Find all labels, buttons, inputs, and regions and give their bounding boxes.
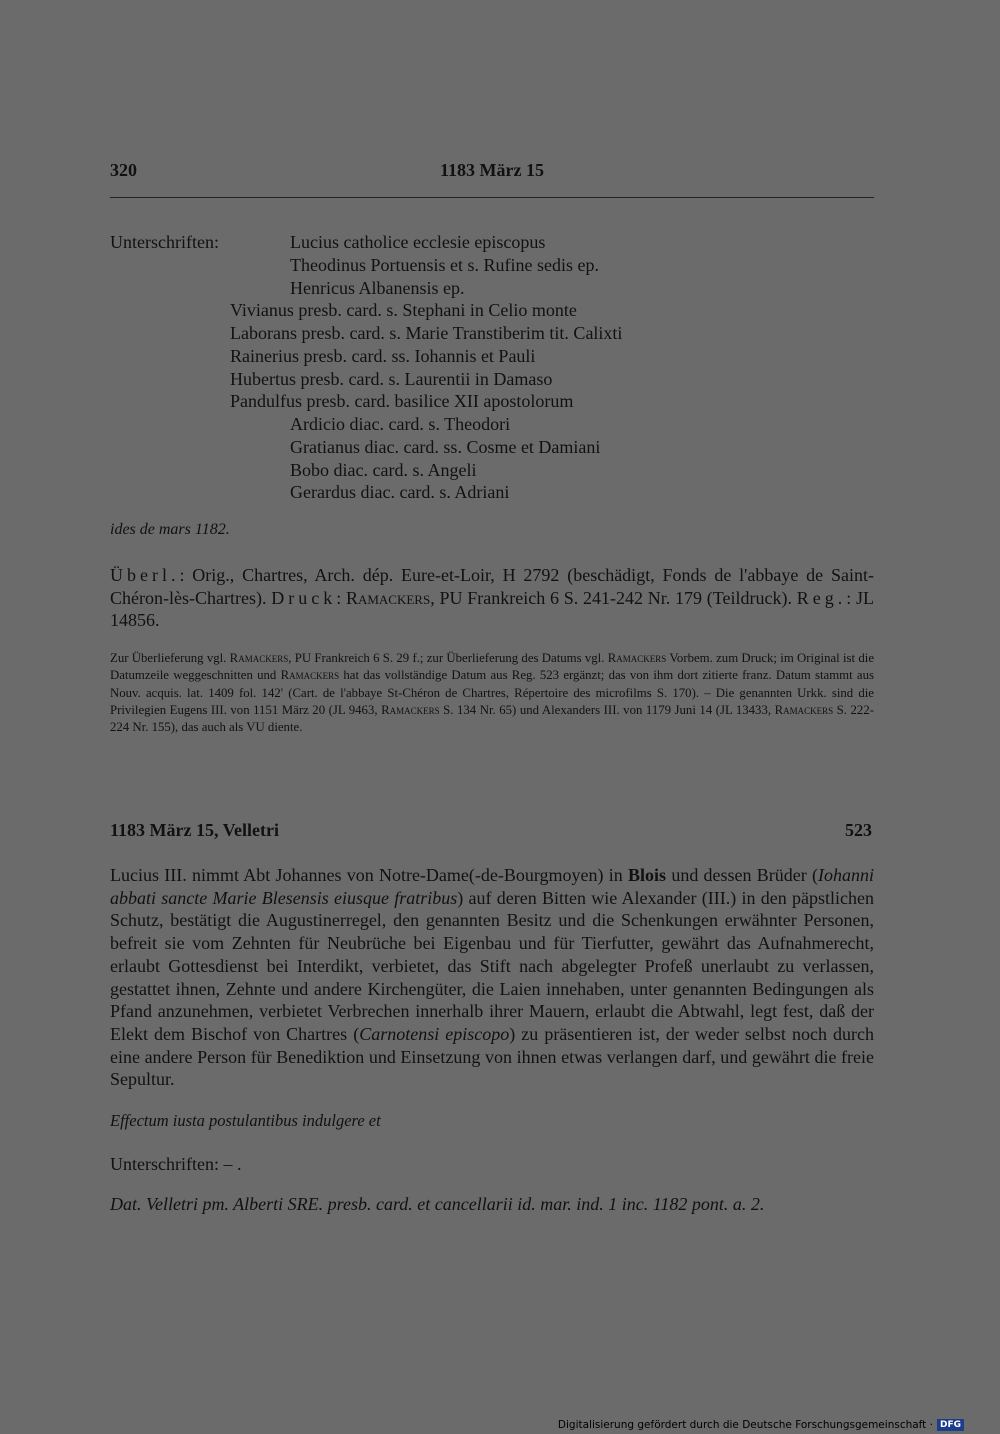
signatures-label: Unterschriften: [110,232,219,252]
signature-line: Rainerius presb. card. ss. Iohannis et Pauli [230,346,536,366]
place-name: Blois [628,865,667,885]
dfg-logo: DFG [937,1419,964,1431]
signatures-line: Unterschriften: – . [110,1154,242,1174]
signature-line: Bobo diac. card. s. Angeli [290,460,477,480]
date-line: ides de mars 1182. [110,521,230,538]
author-ref: Ramackers [607,651,667,665]
regest-paragraph: Lucius III. nimmt Abt Johannes von Notre-Dame(-de-Bourgmoyen) in Blois und dessen Brüder (Iohanni abbati sancte Marie Blesensis eiusque fratribus) auf deren Bitten wie Alexander (III.) in den päpstlichen Schutz, bestätigt die Augustinerregel, den genannten Besitz und die Schenkungen erwähnter Personen, befreit sie vom Zehnten für Neubrüche bei Eigenbau und für Tierfutter, gewährt das Aufnahmerecht, erlaubt Gottesdienst bei Interdikt, verbietet, das Stift nach abgelegter Profeß unerlaubt zu verlassen, gestattet ihnen, Zehnte und andere Kirchengüter, die Laien innehaben, unter genannten Bedingungen als Pfand anzunehmen, verbietet Verbrechen innerhalb ihrer Mauern, erlaubt die Abtwahl, legt fest, daß der Elekt dem Bischof von Chartres (Carnotensi episcopo) zu präsentieren ist, der weder selbst noch durch eine andere Person für Benediktion und Einsetzung von ihnen etwas verlangen darf, und gewährt die freie Sepultur. [110,865,875,1090]
signature-line: Gratianus diac. card. ss. Cosme et Damiani [290,437,601,457]
signature-line: Pandulfus presb. card. basilice XII apostolorum [230,391,574,411]
page-number: 320 [110,160,137,180]
signature-line: Theodinus Portuensis et s. Rufine sedis ep. [290,255,599,275]
commentary-note: Zur Überlieferung vgl. Ramackers, PU Frankreich 6 S. 29 f.; zur Überlieferung des Datums vgl. Ramackers Vorbem. zum Druck; im Original ist die Datumzeile weggeschnitten und Ramackers hat das vollständige Datum aus Reg. 523 ergänzt; das von ihm dort zitierte franz. Datum stammt aus Nouv. acquis. lat. 1409 fol. 142' (Cart. de l'abbaye St-Chéron de Chartres, Répertoire des microfilms S. 170). – Die genannten Urkk. sind die Privilegien Eugens III. von 1151 März 20 (JL 9463, Ramackers S. 134 Nr. 65) und Alexanders III. von 1179 Juni 14 (JL 13433, Ramackers S. 222-224 Nr. 155), das auch als VU diente. [110,651,875,735]
incipit: Effectum iusta postulantibus indulgere et [110,1111,381,1130]
author-ref: Ramackers [381,702,440,717]
author-ref: Ramackers [345,587,431,608]
druck-label: Druck [271,587,337,608]
ueberl-label: Überl. [110,565,180,585]
signature-line: Henricus Albanensis ep. [290,278,465,298]
dating-clause: Dat. Velletri pm. Alberti SRE. presb. card. et cancellarii id. mar. ind. 1 inc. 1182 pont. a. 2. [110,1194,765,1214]
signature-line: Gerardus diac. card. s. Adriani [290,482,510,502]
document-heading: 1183 März 15, Velletri [110,820,279,840]
document-number: 523 [845,820,872,840]
author-ref: Ramackers [229,651,289,665]
funding-text: Digitalisierung gefördert durch die Deutsche Forschungsgemeinschaft · [557,1419,933,1431]
signature-line: Laborans presb. card. s. Marie Transtiberim tit. Calixti [230,323,623,343]
transmission-paragraph: Überl.: Orig., Chartres, Arch. dép. Eure-et-Loir, H 2792 (beschädigt, Fonds de l'abbaye de Saint-Chéron-lès-Chartres). Druck: Ramackers, PU Frankreich 6 S. 241-242 Nr. 179 (Teildruck). Reg.: JL 14856. [110,565,874,631]
latin-quote: Iohanni abbati sancte Marie Blesensis eiusque fratribus [110,865,875,908]
author-ref: Ramackers [280,668,340,683]
author-ref: Ramackers [774,702,834,717]
signature-line: Lucius catholice ecclesie episcopus [290,232,546,252]
running-head-date: 1183 März 15 [440,160,544,180]
header-rule [110,197,874,198]
reg-label: Reg. [796,587,847,608]
signature-line: Ardicio diac. card. s. Theodori [290,414,511,434]
funding-footer [558,1419,964,1431]
signature-line: Hubertus presb. card. s. Laurentii in Damaso [230,369,553,389]
latin-quote: Carnotensi episcopo [359,1023,510,1044]
signature-line: Vivianus presb. card. s. Stephani in Celio monte [230,300,577,320]
